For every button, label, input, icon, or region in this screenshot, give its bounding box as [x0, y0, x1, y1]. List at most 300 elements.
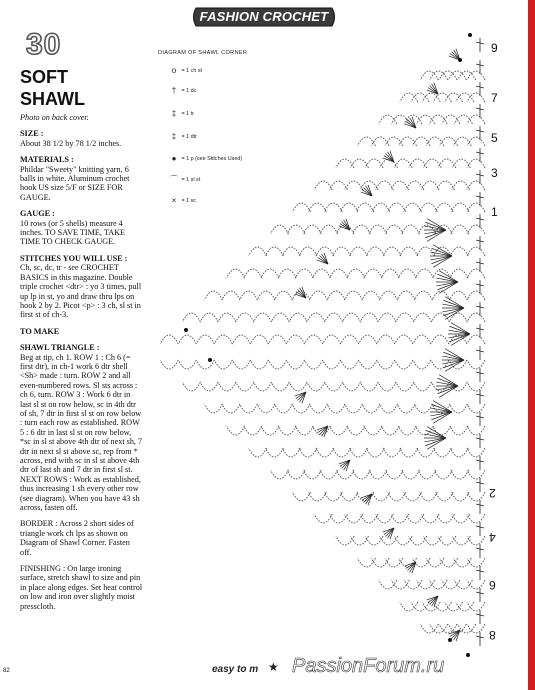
chain-loop: [330, 269, 348, 278]
chain-loop: [412, 137, 430, 146]
chain-loop: [289, 313, 307, 322]
chain-loop: [320, 470, 338, 479]
chain-loop: [362, 404, 380, 413]
chain-loop: [289, 382, 307, 391]
chain-loop: [431, 382, 449, 391]
picot-mark: [184, 328, 188, 332]
chain-loop: [342, 313, 360, 322]
chain-loop: [360, 514, 378, 523]
chain-loop: [381, 269, 399, 278]
chain-loop: [467, 558, 485, 567]
chain-loop: [307, 382, 325, 391]
chain-loop: [467, 382, 485, 391]
chain-loop: [333, 448, 351, 457]
chain-loop: [303, 470, 321, 479]
chain-loop: [261, 269, 279, 278]
chain-loop: [327, 291, 345, 300]
row-label-6: 6: [489, 578, 496, 592]
chain-loop: [426, 558, 444, 567]
chain-loop: [456, 602, 474, 611]
chain-loop: [378, 313, 396, 322]
chain-loop: [445, 602, 463, 611]
chain-loop: [303, 225, 321, 234]
chain-loop: [160, 360, 178, 369]
chain-loop: [292, 492, 310, 501]
picot-mark: [448, 638, 452, 642]
picot-mark: [468, 33, 472, 37]
chain-loop: [413, 335, 431, 344]
chain-loop: [467, 580, 485, 589]
chain-loop: [327, 404, 345, 413]
chain-loop: [453, 137, 471, 146]
chain-loop: [378, 382, 396, 391]
shawl-corner-diagram: [150, 30, 520, 660]
chain-loop: [257, 404, 275, 413]
chain-loop: [399, 137, 417, 146]
title-line-1: SOFT: [20, 67, 68, 87]
chain-loop: [402, 225, 420, 234]
chain-loop: [324, 203, 342, 212]
chain-loop: [449, 313, 467, 322]
chain-loop: [415, 404, 433, 413]
section-banner: [190, 6, 338, 28]
chain-loop: [419, 203, 437, 212]
chain-loop: [205, 404, 223, 413]
legend-item-slst: ⌒ = 1 sl st: [170, 175, 201, 184]
chain-loop: [345, 514, 363, 523]
chain-loop: [292, 291, 310, 300]
chain-loop: [218, 313, 236, 322]
dtr-icon: ‡: [171, 132, 177, 141]
chain-loop: [278, 426, 296, 435]
pattern-number: 30: [26, 28, 62, 61]
chain-loop: [236, 382, 254, 391]
dtr-stitch: [443, 352, 464, 360]
row-label-4: 4: [489, 530, 496, 544]
page-number: 82: [3, 668, 10, 674]
chain-loop: [336, 225, 354, 234]
chain-loop: [381, 426, 399, 435]
chain-loop: [257, 291, 275, 300]
chain-loop: [385, 470, 403, 479]
sc-icon: ×: [171, 196, 177, 205]
chain-loop: [397, 291, 415, 300]
chain-loop: [205, 291, 223, 300]
chain-loop: [467, 269, 485, 278]
chain-loop: [271, 225, 289, 234]
chain-loop: [345, 291, 363, 300]
chain-loop: [340, 492, 358, 501]
chain-loop: [182, 313, 200, 322]
chain-loop: [250, 335, 268, 344]
chain-loop: [305, 335, 323, 344]
picot-mark: [458, 58, 462, 62]
chain-loop: [467, 602, 485, 611]
star-icon: ★: [268, 660, 279, 674]
chain-loop: [436, 181, 454, 190]
chain-loop: [269, 360, 287, 369]
chain-loop: [467, 470, 485, 479]
instructions-column: [20, 113, 143, 615]
finishing-text: FINISHING : On large ironing surface, stretch shawl to size and pin in place along edges. Set heat control on low and iron over slightly moist presscloth.: [20, 564, 143, 611]
chain-loop: [314, 514, 332, 523]
chain-loop: [330, 181, 348, 190]
dtr-stitch: [437, 282, 458, 290]
chain-loop: [450, 247, 468, 256]
chain-loop: [400, 602, 418, 611]
chain-loop: [336, 470, 354, 479]
dc-icon: †: [171, 86, 177, 95]
chain-loop: [404, 203, 422, 212]
chain-loop: [310, 291, 328, 300]
dtr-stitch: [443, 300, 464, 308]
chain-loop: [397, 404, 415, 413]
chain-loop: [307, 313, 325, 322]
chain-loop: [395, 360, 413, 369]
chain-loop: [250, 360, 268, 369]
stitches-text: Ch, sc, dc, tr - see CROCHET BASICS in this magazine. Double triple crochet <dtr> : yo 3 times, pull up lp in st, yo and draw thru lps on hook 2 by 2. Picot <p> : 3 ch, sl st in first st of ch-3.: [20, 263, 142, 320]
chain-loop: [391, 181, 409, 190]
chain-loop: [275, 404, 293, 413]
chain-loop: [456, 93, 474, 102]
chain-loop: [375, 181, 393, 190]
chain-loop: [282, 247, 300, 256]
to-make-heading: TO MAKE: [20, 326, 60, 336]
chain-loop: [431, 335, 449, 344]
chain-loop: [356, 203, 374, 212]
chain-loop: [330, 426, 348, 435]
chain-loop: [375, 514, 393, 523]
chain-loop: [357, 137, 375, 146]
chain-loop: [431, 360, 449, 369]
chain-loop: [418, 470, 436, 479]
chain-loop: [200, 313, 218, 322]
chain-loop: [467, 404, 485, 413]
chain-loop: [426, 137, 444, 146]
row-label-8: 8: [489, 628, 496, 642]
chain-loop: [214, 360, 232, 369]
dtr-stitch: [449, 334, 470, 342]
gauge-text: 10 rows (or 5 shells) measure 4 inches. TO SAVE TIME, TAKE TIME TO CHECK GAUGE.: [20, 218, 126, 247]
chain-loop: [287, 225, 305, 234]
row-label-5: 5: [491, 131, 498, 145]
chain-loop: [398, 426, 416, 435]
chain-loop: [364, 269, 382, 278]
chain-loop: [320, 225, 338, 234]
banner-label: FASHION CROCHET: [199, 9, 329, 24]
chain-loop: [445, 93, 463, 102]
chain-loop: [249, 247, 267, 256]
chain-loop: [271, 470, 289, 479]
chain-loop: [345, 181, 363, 190]
chain-loop: [467, 335, 485, 344]
chain-loop: [345, 404, 363, 413]
chain-loop: [254, 382, 272, 391]
chain-loop: [366, 247, 384, 256]
chain-loop: [362, 291, 380, 300]
chain-loop: [415, 426, 433, 435]
legend-item-ch: o = 1 ch st: [168, 66, 202, 75]
chain-loop: [411, 602, 429, 611]
chain-loop: [450, 291, 468, 300]
chain-loop: [292, 203, 310, 212]
chain-loop: [349, 448, 367, 457]
chain-loop: [287, 360, 305, 369]
chain-loop: [336, 536, 354, 545]
chain-loop: [422, 93, 440, 102]
chain-loop: [359, 360, 377, 369]
chain-loop: [395, 335, 413, 344]
chain-loop: [308, 492, 326, 501]
legend-item-picot: ● = 1 p (see Stitches Used): [168, 154, 242, 163]
legend-item-sc: × = 1 sc: [168, 196, 196, 205]
chain-loop: [467, 360, 485, 369]
dtr-stitch: [443, 308, 464, 316]
chain-loop: [436, 514, 454, 523]
legend-item-dc: † = 1 dc: [168, 86, 196, 95]
chain-loop: [366, 448, 384, 457]
chain-loop: [232, 360, 250, 369]
chain-loop: [287, 470, 305, 479]
chain-loop: [240, 404, 258, 413]
chain-loop: [452, 181, 470, 190]
chain-loop: [227, 269, 245, 278]
chain-loop: [450, 269, 468, 278]
dtr-stitch: [425, 222, 446, 230]
chain-loop: [435, 492, 453, 501]
chain-loop: [415, 269, 433, 278]
chain-loop: [323, 360, 341, 369]
page-edge-red-bar: [528, 0, 535, 690]
legend-item-tr: ‡ = 1 tr: [168, 109, 194, 118]
chain-loop: [440, 137, 458, 146]
chain-loop: [333, 247, 351, 256]
chain-loop: [352, 225, 370, 234]
watermark: PassionForum.ru: [292, 655, 445, 677]
chain-loop: [413, 360, 431, 369]
chain-loop: [396, 382, 414, 391]
picot-icon: ●: [171, 154, 177, 163]
footer-brand: easy to m: [212, 664, 259, 675]
chain-loop: [450, 448, 468, 457]
chain-loop: [222, 404, 240, 413]
chain-loop: [414, 313, 432, 322]
chain-loop: [360, 313, 378, 322]
chain-loop: [435, 203, 453, 212]
chain-loop: [342, 382, 360, 391]
chain-loop: [314, 181, 332, 190]
chain-loop: [419, 492, 437, 501]
materials-text: Phildar "Sweety" knitting yarn, 6 balls in white. Aluminum crochet hook US size 5/F or SIZE FOR GAUGE.: [20, 164, 130, 202]
chain-loop: [271, 382, 289, 391]
chain-loop: [467, 426, 485, 435]
chain-loop: [360, 382, 378, 391]
chain-loop: [377, 335, 395, 344]
chain-loop: [178, 335, 196, 344]
chain-loop: [295, 426, 313, 435]
chain-loop: [196, 360, 214, 369]
chain-loop: [433, 93, 451, 102]
border-text: BORDER : Across 2 short sides of triangle work ch lps as shown on Diagram of Shawl Corner. Fasten off.: [20, 519, 134, 557]
chain-loop: [236, 313, 254, 322]
chain-loop: [398, 269, 416, 278]
chain-loop: [385, 558, 403, 567]
chain-loop: [417, 448, 435, 457]
diagram-title: DIAGRAM OF SHAWL CORNER: [158, 50, 248, 56]
chain-loop: [396, 313, 414, 322]
chain-loop: [347, 269, 365, 278]
chain-loop: [402, 470, 420, 479]
row-label-2: 2: [489, 486, 496, 500]
chain-loop: [406, 514, 424, 523]
chain-loop: [467, 291, 485, 300]
chain-loop: [404, 492, 422, 501]
chain-loop: [325, 313, 343, 322]
tr-icon: ‡: [171, 109, 177, 118]
chain-loop: [160, 335, 178, 344]
chain-loop: [451, 470, 469, 479]
chain-loop: [467, 313, 485, 322]
chain-loop: [421, 181, 439, 190]
chain-loop: [340, 203, 358, 212]
chain-loop: [178, 360, 196, 369]
chain-loop: [240, 291, 258, 300]
chain-loop: [415, 291, 433, 300]
chain-loop: [372, 492, 390, 501]
chain-loop: [244, 269, 262, 278]
chain-loop: [383, 448, 401, 457]
chain-loop: [359, 335, 377, 344]
chain-loop: [357, 558, 375, 567]
chain-loop: [352, 470, 370, 479]
title-line-2: SHAWL: [20, 89, 85, 109]
chain-loop: [452, 514, 470, 523]
triangle-text: Beg at tip, ch 1. ROW 1 : Ch 6 (= first dtr), in ch-1 work 6 dtr shell <Sh> made : turn. ROW 2 and all even-numbered rows. Sl sts across : ch 6, turn. ROW 3 : Work 6 dtr in last sl st on row below, sc in 4th dtr of sh, 7 dtr in first sl st on row below : turn each row as established. ROW 5 : 6 dtr in last sl st on row below, *sc in sl st above 4th dtr of next sh, 7 dtr in next sl st above sc, rep from * across, end with sc in sl st above 4th dtr of last sh and 7 dtr in first sl st. NEXT ROWS : Work as established, thus increasing 1 sh every other row (see diagram). When you have 43 sh across, fasten off.: [20, 352, 143, 513]
chain-loop: [380, 404, 398, 413]
dtr-stitch: [431, 256, 452, 264]
chain-loop: [200, 382, 218, 391]
chain-loop: [371, 137, 389, 146]
chain-loop: [305, 360, 323, 369]
chain-loop: [450, 426, 468, 435]
chain-loop: [254, 313, 272, 322]
chain-loop: [467, 247, 485, 256]
triangle-heading: SHAWL TRIANGLE :: [20, 343, 100, 353]
chain-loop: [364, 426, 382, 435]
chain-loop: [312, 269, 330, 278]
chain-loop: [467, 137, 485, 146]
picot-mark: [466, 653, 470, 657]
chain-loop: [420, 624, 438, 633]
dtr-stitch: [425, 438, 446, 446]
chain-loop: [406, 181, 424, 190]
page-title: [20, 66, 85, 110]
chain-loop: [467, 448, 485, 457]
chain-loop: [265, 247, 283, 256]
chain-loop: [275, 291, 293, 300]
chain-loop: [227, 426, 245, 435]
photo-note: Photo on back cover.: [20, 113, 89, 122]
stitches-heading: STITCHES YOU WILL USE :: [20, 253, 128, 263]
chain-loop: [196, 335, 214, 344]
chain-loop: [383, 247, 401, 256]
dtr-stitch: [437, 274, 458, 282]
chain-loop: [440, 558, 458, 567]
chain-loop: [433, 269, 451, 278]
chain-loop: [222, 291, 240, 300]
chain-loop: [385, 225, 403, 234]
chain-loop: [316, 448, 334, 457]
legend-item-dtr: ‡ = 1 dtr: [168, 132, 197, 141]
chain-loop: [214, 335, 232, 344]
chain-loop: [391, 514, 409, 523]
chain-loop: [467, 93, 485, 102]
chain-loop: [341, 335, 359, 344]
chain-loop: [269, 335, 287, 344]
chain-loop: [232, 335, 250, 344]
chain-loop: [451, 203, 469, 212]
chain-loop: [299, 247, 317, 256]
chain-loop: [451, 492, 469, 501]
chain-loop: [377, 360, 395, 369]
dtr-stitch: [437, 386, 458, 394]
chain-loop: [249, 448, 267, 457]
chain-loop: [292, 404, 310, 413]
picot-mark: [208, 358, 212, 362]
chain-loop: [244, 426, 262, 435]
chain-loop: [434, 470, 452, 479]
chain-loop: [411, 93, 429, 102]
chain-loop: [287, 335, 305, 344]
chain-loop: [453, 558, 471, 567]
chain-loop: [451, 225, 469, 234]
chain-loop: [265, 448, 283, 457]
size-text: About 38 1/2 by 78 1/2 inches.: [20, 138, 122, 148]
chain-loop: [182, 382, 200, 391]
dtr-stitch: [449, 326, 470, 334]
chain-loop: [372, 203, 390, 212]
chain-loop: [369, 225, 387, 234]
chain-loop: [467, 203, 485, 212]
chain-loop: [388, 203, 406, 212]
chain-loop: [323, 335, 341, 344]
chain-loop: [341, 360, 359, 369]
row-label-3: 3: [491, 166, 498, 180]
chain-loop: [467, 492, 485, 501]
chain-loop: [371, 558, 389, 567]
chain-loop: [433, 448, 451, 457]
chain-icon: o: [171, 66, 177, 75]
chain-loop: [310, 404, 328, 413]
chain-loop: [218, 382, 236, 391]
row-label-1: 1: [491, 205, 498, 219]
chain-loop: [400, 448, 418, 457]
chain-loop: [400, 247, 418, 256]
row-label-9: 9: [491, 41, 498, 55]
chain-loop: [400, 93, 418, 102]
row-label-7: 7: [491, 91, 498, 105]
chain-loop: [330, 514, 348, 523]
chain-loop: [467, 115, 485, 124]
slip-stitch-icon: ⌒: [170, 175, 178, 184]
chain-loop: [421, 514, 439, 523]
chain-loop: [467, 181, 485, 190]
chain-loop: [324, 492, 342, 501]
chain-loop: [336, 159, 354, 168]
chain-loop: [380, 291, 398, 300]
chain-loop: [414, 382, 432, 391]
chain-loop: [278, 269, 296, 278]
